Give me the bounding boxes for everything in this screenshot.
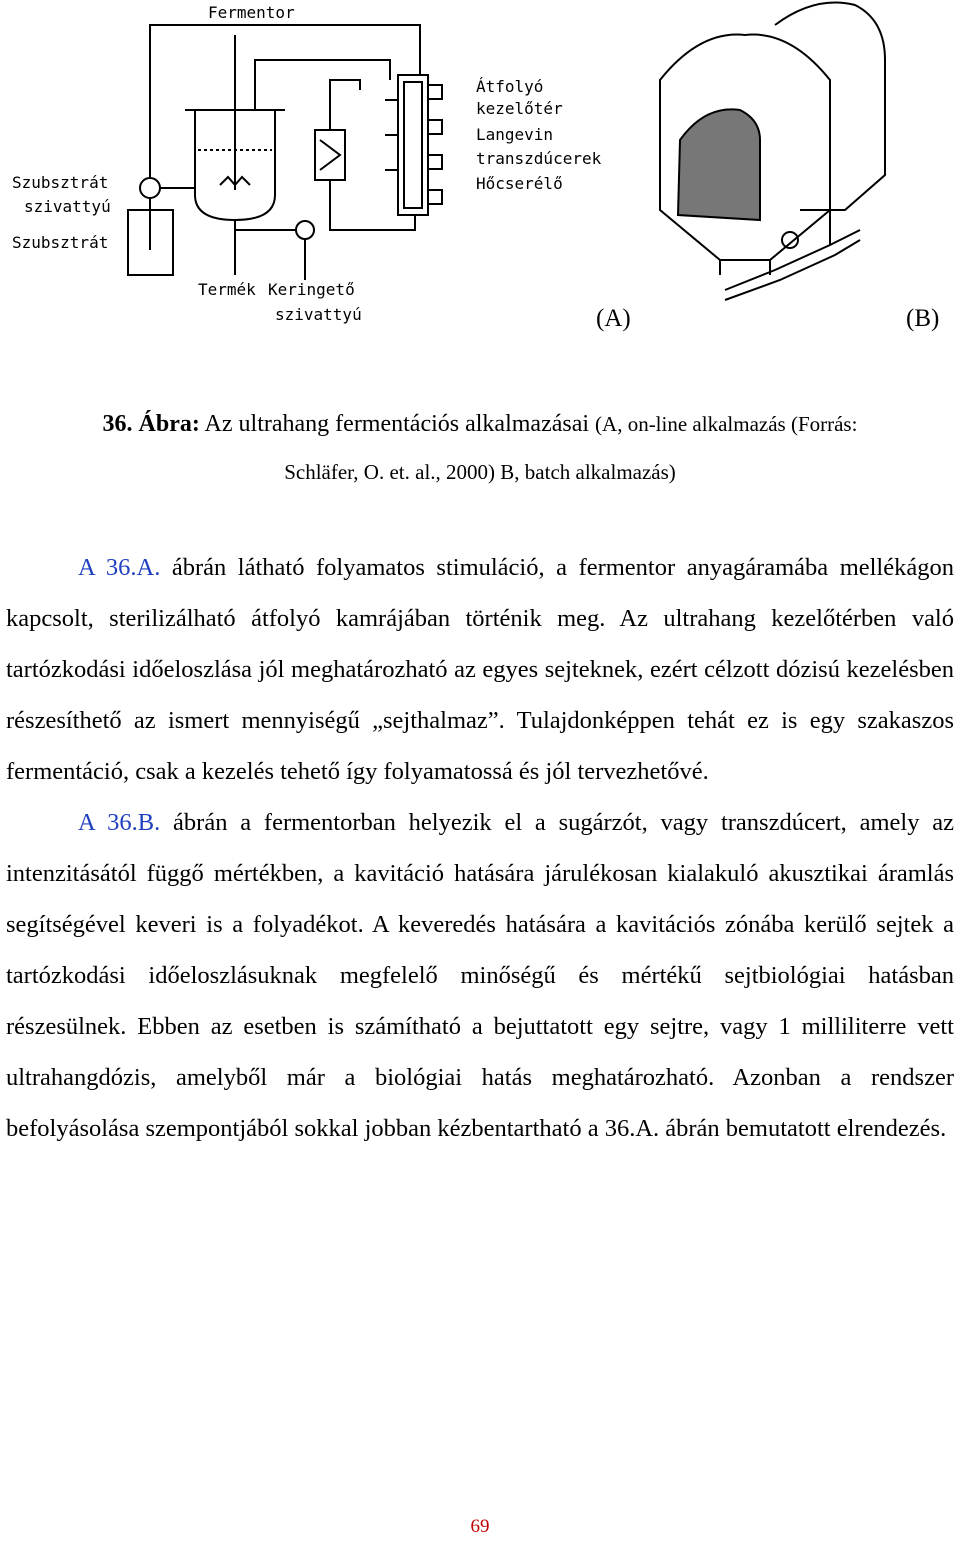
circulation-pump (296, 221, 314, 239)
paragraph-36a (6, 542, 954, 797)
label-substrate-pump-1: Szubsztrát (12, 173, 109, 192)
caption-number: 36. Ábra: (102, 411, 200, 437)
caption-title: Az ultrahang fermentációs alkalmazásai (199, 411, 596, 437)
label-circulation-pump-1: Keringető (268, 280, 355, 299)
panel-label-b: (B) (906, 305, 940, 332)
figure-36 (0, 0, 960, 360)
figure-diagram (0, 0, 960, 360)
body-text (6, 542, 954, 1154)
label-langevin-2: transzdúcerek (476, 149, 602, 168)
paragraph-36a-text: ábrán látható folyamatos stimuláció, a fermentor anyagáramába mellékágon kapcsolt, sterilizálható átfolyó kamrájában történik meg. Az ultrahang kezelőtérben való tartózkodási időeloszlása jól meghatározható az egyes sejteknek, ezért célzott dózisú kezelésben részesíthető az ismert mennyiségű „sejthalmaz”. Tulajdonképpen tehát ez is egy szakaszos fermentáció, csak a kezelés tehető így folyamatossá és jól tervezhetővé. (6, 554, 954, 785)
label-circulation-pump-2: szivattyú (275, 305, 362, 324)
substrate-pump (140, 178, 160, 198)
caption-line-1 (0, 400, 960, 448)
paragraph-36b (6, 797, 954, 1154)
label-langevin-1: Langevin (476, 125, 554, 144)
page-number: 69 (470, 1516, 490, 1537)
label-substrate-pump-2: szivattyú (24, 197, 111, 216)
figure-caption (0, 400, 960, 496)
caption-detail-1: (A, on-line alkalmazás (Forrás: (595, 412, 858, 436)
figure-ref-36b[interactable]: A 36.B. (78, 809, 161, 836)
label-product: Termék (198, 280, 256, 299)
paragraph-36b-text: ábrán a fermentorban helyezik el a sugárzót, vagy transzdúcert, amely az intenzitásától függő mértékben, a kavitáció hatására járulékosan kialakuló akusztikai áramlás segítségével keveri is a folyadékot. A keveredés hatására a kavitációs zónába kerülő sejtek a tartózkodási időeloszlásuknak megfelelő minőségű és mértékű sejtbiológiai hatásban részesülnek. Ebben az esetben is számítható a bejuttatott egy sejtre, vagy 1 milliliterre vett ultrahangdózis, amelyből már a biológiai hatás meghatározható. Azonban a rendszer befolyásolása szempontjából sokkal jobban kézbentartható a 36.A. ábrán bemutatott elrendezés. (6, 809, 954, 1142)
label-fermentor: Fermentor (208, 3, 295, 22)
label-flow-chamber-1: Átfolyó (476, 77, 544, 96)
label-heat-exchanger: Hőcserélő (476, 174, 563, 193)
label-flow-chamber-2: kezelőtér (476, 99, 563, 118)
figure-ref-36a[interactable]: A 36.A. (78, 554, 161, 581)
caption-detail-2: Schläfer, O. et. al., 2000) B, batch alkalmazás) (284, 460, 676, 484)
panel-label-a: (A) (596, 305, 631, 332)
label-substrate: Szubsztrát (12, 233, 109, 252)
